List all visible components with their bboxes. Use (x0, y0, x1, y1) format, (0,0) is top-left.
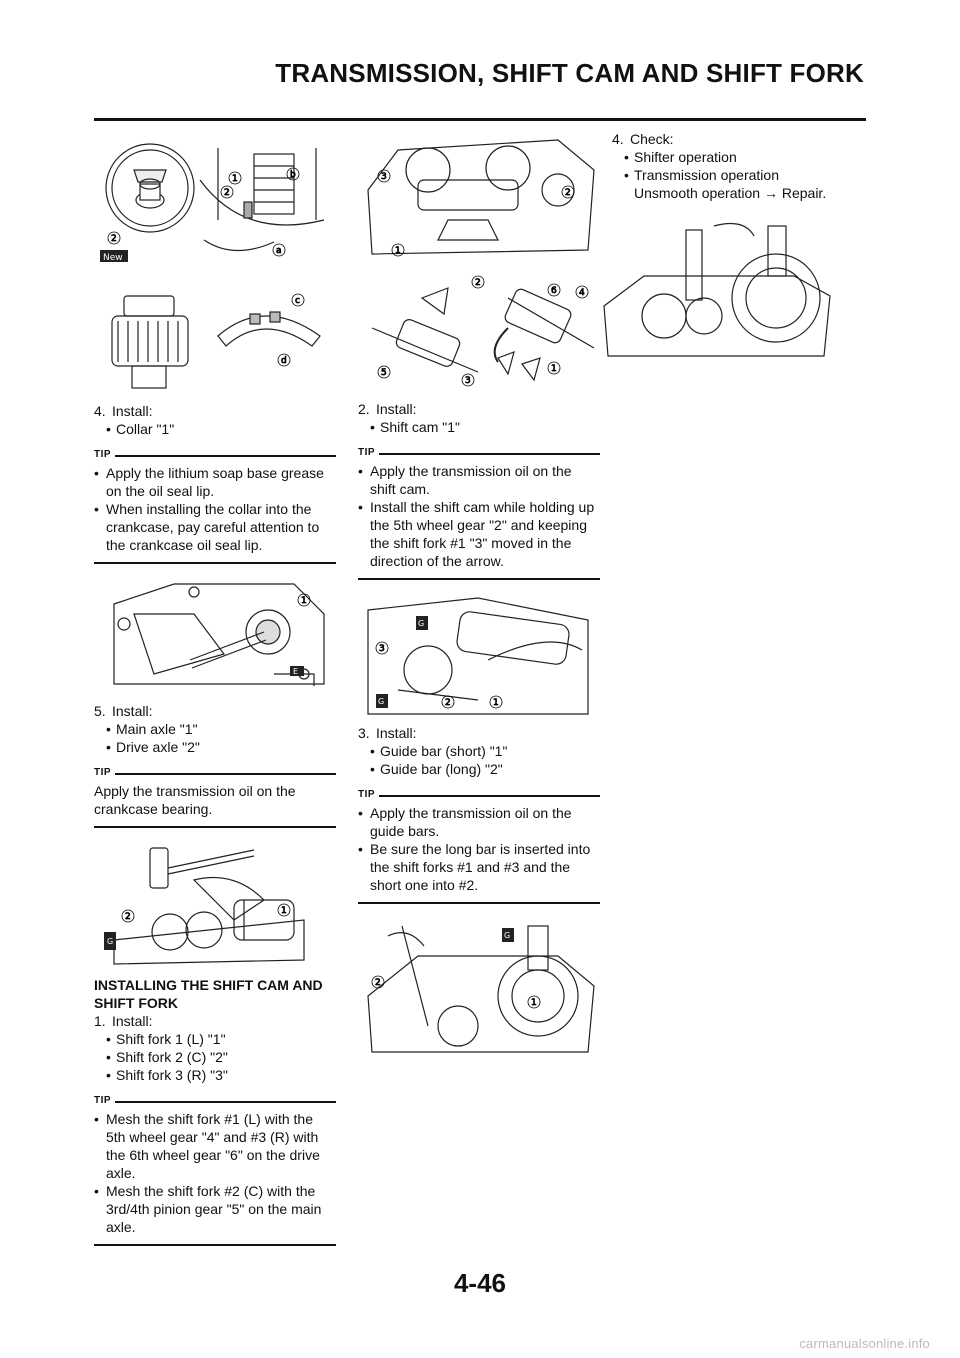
tip-guide-bars (358, 786, 600, 904)
callout-3: 3 (381, 172, 387, 182)
tip-shift-cam (358, 444, 600, 580)
list-item: • Transmission operation (624, 166, 836, 184)
list-item: • Mesh the shift fork #1 (L) with the 5th wheel gear "4" and #3 (R) with the 6th wheel gear "6" on the drive axle. (94, 1110, 336, 1182)
step-install-shift-forks (94, 1012, 336, 1084)
tip-label: TIP (94, 1095, 112, 1106)
callout-6: 6 (551, 286, 557, 296)
step-number: 1. (94, 1013, 106, 1029)
step-number: 4. (612, 131, 624, 147)
callout-2: 2 (224, 188, 230, 198)
tip-text: Apply the transmission oil on the crankcase bearing. (94, 783, 296, 817)
grease-symbol: G (107, 937, 114, 946)
callout-c: c (295, 296, 300, 306)
list-item: • When installing the collar into the crankcase, pay careful attention to the crankcase oil seal lip. (94, 500, 336, 554)
callout-1: 1 (301, 596, 307, 606)
axle-seal-illustration (94, 276, 336, 396)
page-title: TRANSMISSION, SHIFT CAM AND SHIFT FORK (275, 58, 864, 88)
collar-gear-illustration (94, 130, 336, 276)
callout-2: 2 (125, 912, 131, 922)
step-install-guide-bars (358, 724, 600, 778)
section-heading: INSTALLING THE SHIFT CAM AND SHIFT FORK (94, 977, 323, 1011)
guide-bar-insert-illustration (358, 916, 600, 1056)
callout-4: 4 (579, 288, 585, 298)
callout-2: 2 (475, 278, 481, 288)
callout-b: b (290, 170, 296, 180)
tip-label: TIP (358, 789, 376, 800)
callout-1: 1 (493, 698, 499, 708)
callout-2: 2 (565, 188, 571, 198)
callout-d: d (281, 356, 287, 366)
list-item: • Guide bar (long) "2" (370, 760, 600, 778)
grease-symbol: G (418, 619, 425, 628)
shift-cam-figure (358, 130, 600, 268)
axle-install-figure (94, 574, 336, 698)
oil-symbol: E (293, 667, 299, 676)
step-install-collar (94, 402, 336, 438)
step-action: Install: (376, 401, 417, 417)
transmission-check-illustration (594, 216, 836, 366)
list-item: • Shift fork 3 (R) "3" (106, 1066, 336, 1084)
list-item: • Shift fork 1 (L) "1" (106, 1030, 336, 1048)
list-item: • Apply the transmission oil on the shift cam. (358, 462, 600, 498)
title-rule (94, 118, 866, 121)
tip-axles (94, 764, 336, 828)
guide-bar-figure (358, 590, 600, 722)
collar-install-figure (94, 130, 336, 276)
column-middle (358, 130, 600, 1056)
callout-a: a (276, 246, 282, 256)
callout-3: 3 (379, 644, 385, 654)
hammer-install-illustration (94, 840, 336, 968)
step-number: 3. (358, 725, 370, 741)
step-action: Check: (630, 131, 674, 147)
seal-figure (94, 276, 336, 396)
list-item: • Drive axle "2" (106, 738, 336, 756)
callout-2: 2 (375, 978, 381, 988)
callout-1: 1 (551, 364, 557, 374)
step-install-axles (94, 702, 336, 756)
list-item: • Apply the lithium soap base grease on the oil seal lip. (94, 464, 336, 500)
step-number: 4. (94, 403, 106, 419)
check-figure (594, 216, 836, 366)
callout-1: 1 (395, 246, 401, 256)
list-item: • Shifter operation (624, 148, 836, 166)
step-check (594, 130, 836, 202)
callout-2: 2 (445, 698, 451, 708)
list-item: • Be sure the long bar is inserted into the shift forks #1 and #3 and the short one into #2. (358, 840, 600, 894)
list-item: • Guide bar (short) "1" (370, 742, 600, 760)
crankcase-axle-illustration (94, 574, 336, 698)
tip-shift-forks (94, 1092, 336, 1246)
callout-1: 1 (232, 174, 238, 184)
step-install-shift-cam (358, 400, 600, 436)
list-item: • Shift cam "1" (370, 418, 600, 436)
check-result: Unsmooth operation → Repair. (634, 185, 827, 201)
grease-symbol-2: G (378, 697, 385, 706)
tip-label: TIP (94, 449, 112, 460)
hammer-figure (94, 840, 336, 968)
list-item: • Install the shift cam while holding up the 5th wheel gear "2" and keeping the shift fork #1 "3" moved in the direction of the arrow. (358, 498, 600, 570)
callout-3: 3 (465, 376, 471, 386)
step-action: Install: (112, 403, 153, 419)
tip-collar (94, 446, 336, 564)
column-right (594, 130, 836, 366)
new-badge: New (103, 253, 123, 263)
step-action: Install: (376, 725, 417, 741)
fork-mesh-figure (358, 268, 600, 398)
page-number: 4-46 (453, 1268, 507, 1298)
list-item: • Collar "1" (106, 420, 336, 438)
callout-1: 1 (531, 998, 537, 1008)
list-item: • Mesh the shift fork #2 (C) with the 3rd/4th pinion gear "5" on the main axle. (94, 1182, 336, 1236)
step-number: 2. (358, 401, 370, 417)
tip-label: TIP (94, 767, 112, 778)
guide-bar-illustration (358, 590, 600, 722)
footer-watermark: carmanualsonline.info (799, 1336, 930, 1351)
list-item: • Apply the transmission oil on the guide bars. (358, 804, 600, 840)
tip-label: TIP (358, 447, 376, 458)
guide-bar-insert-figure (358, 916, 600, 1056)
callout-2b: 2 (111, 234, 117, 244)
list-item: • Shift fork 2 (C) "2" (106, 1048, 336, 1066)
column-left (94, 130, 336, 1246)
transmission-case-illustration (358, 130, 600, 268)
step-number: 5. (94, 703, 106, 719)
step-action: Install: (112, 1013, 153, 1029)
grease-symbol: G (504, 931, 511, 940)
callout-1: 1 (281, 906, 287, 916)
list-item: • Main axle "1" (106, 720, 336, 738)
callout-5: 5 (381, 368, 387, 378)
forks-and-axles-illustration (358, 268, 600, 398)
step-action: Install: (112, 703, 153, 719)
